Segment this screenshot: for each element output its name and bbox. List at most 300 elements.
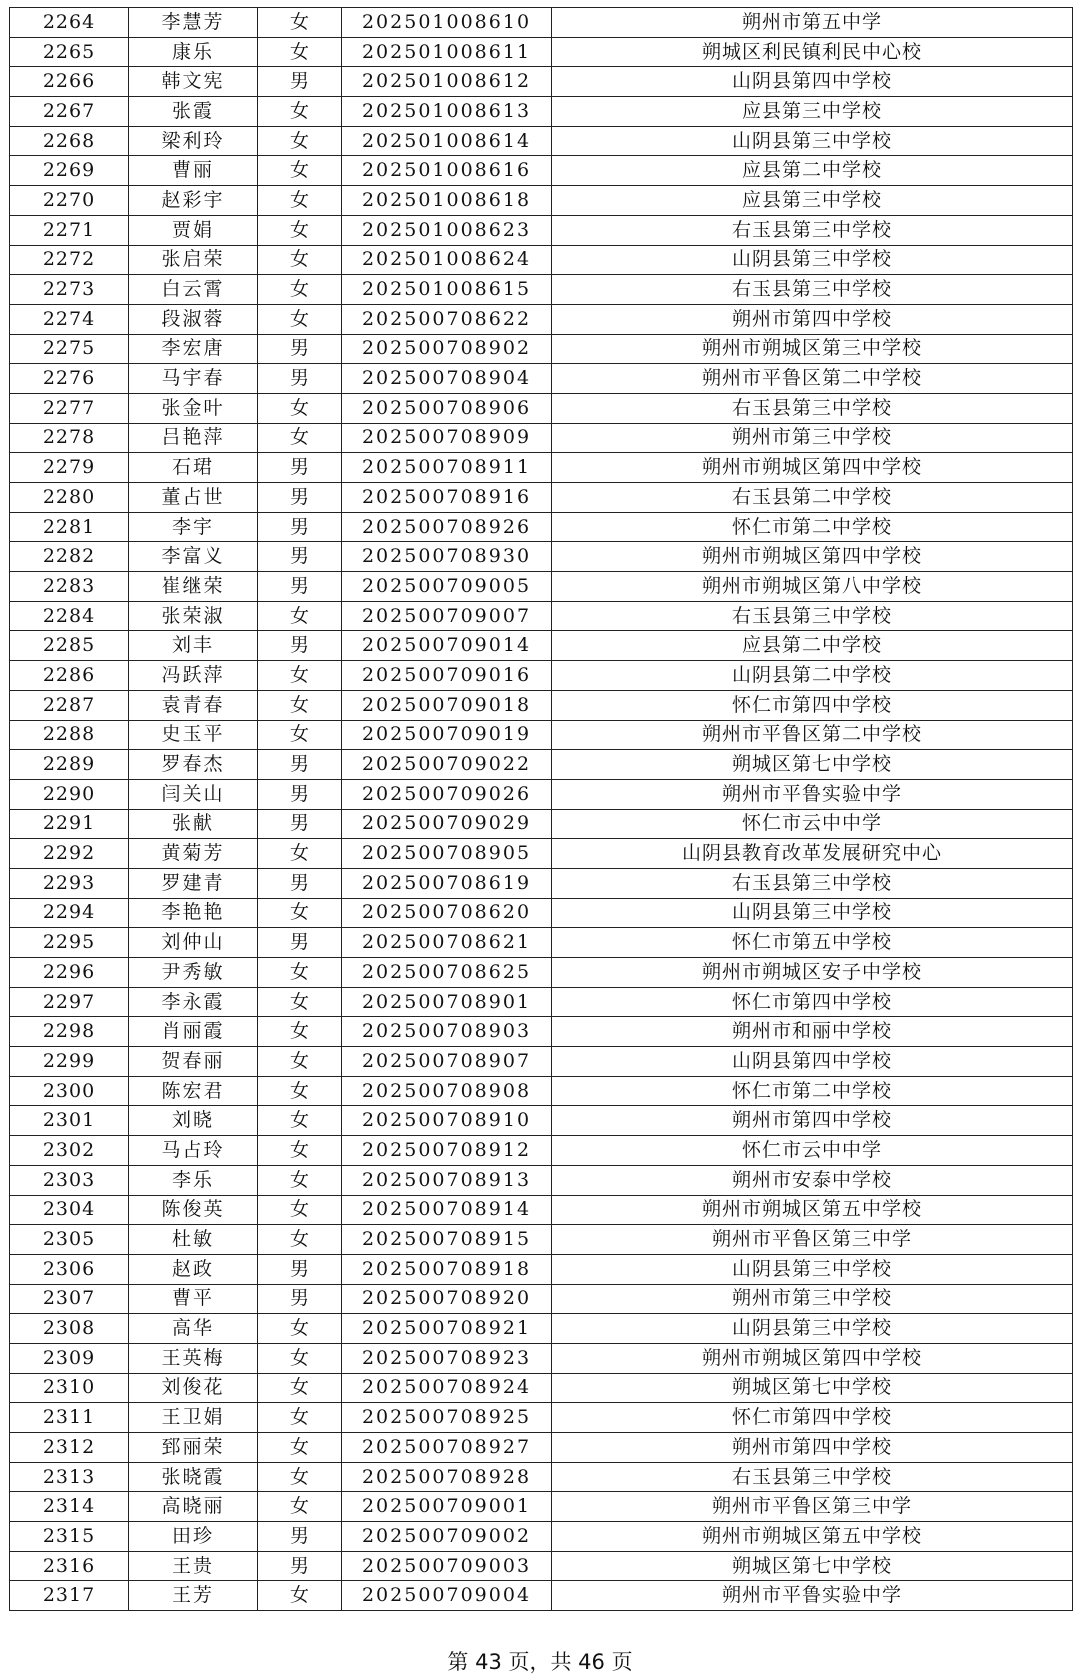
school-cell: 朔州市朔城区第五中学校	[552, 1522, 1073, 1552]
row-number-cell: 2291	[10, 809, 129, 839]
gender-cell: 女	[258, 1462, 342, 1492]
gender-cell: 女	[258, 898, 342, 928]
id-cell: 202500708927	[342, 1433, 552, 1463]
school-cell: 怀仁市第四中学校	[552, 690, 1073, 720]
gender-cell: 女	[258, 1106, 342, 1136]
name-cell: 李宇	[129, 512, 258, 542]
table-row	[10, 423, 1073, 453]
id-cell: 202500708906	[342, 393, 552, 423]
name-cell: 韩文宪	[129, 67, 258, 97]
row-number-cell: 2285	[10, 631, 129, 661]
id-cell: 202500708903	[342, 1017, 552, 1047]
school-cell: 朔州市朔城区第四中学校	[552, 1343, 1073, 1373]
table-row	[10, 958, 1073, 988]
school-cell: 应县第三中学校	[552, 186, 1073, 216]
name-cell: 张晓霞	[129, 1462, 258, 1492]
id-cell: 202501008624	[342, 245, 552, 275]
gender-cell: 男	[258, 542, 342, 572]
gender-cell: 女	[258, 661, 342, 691]
gender-cell: 女	[258, 1343, 342, 1373]
name-cell: 刘晓	[129, 1106, 258, 1136]
row-number-cell: 2299	[10, 1047, 129, 1077]
row-number-cell: 2317	[10, 1581, 129, 1611]
name-cell: 罗建青	[129, 868, 258, 898]
gender-cell: 男	[258, 928, 342, 958]
id-cell: 202500709002	[342, 1522, 552, 1552]
school-cell: 山阴县教育改革发展研究中心	[552, 839, 1073, 869]
school-cell: 朔州市朔城区第四中学校	[552, 453, 1073, 483]
table-row	[10, 750, 1073, 780]
name-cell: 闫关山	[129, 779, 258, 809]
gender-cell: 女	[258, 1492, 342, 1522]
id-cell: 202500708914	[342, 1195, 552, 1225]
table-row	[10, 393, 1073, 423]
school-cell: 怀仁市第二中学校	[552, 512, 1073, 542]
school-cell: 怀仁市云中中学	[552, 809, 1073, 839]
row-number-cell: 2274	[10, 304, 129, 334]
gender-cell: 男	[258, 512, 342, 542]
name-cell: 张金叶	[129, 393, 258, 423]
gender-cell: 女	[258, 126, 342, 156]
school-cell: 山阴县第四中学校	[552, 67, 1073, 97]
table-row	[10, 1225, 1073, 1255]
table-row	[10, 156, 1073, 186]
table-row	[10, 215, 1073, 245]
table-row	[10, 1136, 1073, 1166]
id-cell: 202500708930	[342, 542, 552, 572]
name-cell: 田珍	[129, 1522, 258, 1552]
table-row	[10, 1165, 1073, 1195]
name-cell: 刘丰	[129, 631, 258, 661]
table-row	[10, 126, 1073, 156]
school-cell: 朔州市朔城区第三中学校	[552, 334, 1073, 364]
table-row	[10, 67, 1073, 97]
gender-cell: 女	[258, 1165, 342, 1195]
table-row	[10, 1106, 1073, 1136]
row-number-cell: 2302	[10, 1136, 129, 1166]
id-cell: 202501008614	[342, 126, 552, 156]
school-cell: 朔州市第四中学校	[552, 1106, 1073, 1136]
name-cell: 马宇春	[129, 364, 258, 394]
name-cell: 陈宏君	[129, 1076, 258, 1106]
name-cell: 白云霄	[129, 275, 258, 305]
table-row	[10, 97, 1073, 127]
school-cell: 朔州市平鲁区第二中学校	[552, 720, 1073, 750]
name-cell: 张霞	[129, 97, 258, 127]
gender-cell: 男	[258, 631, 342, 661]
gender-cell: 女	[258, 1403, 342, 1433]
name-cell: 郅丽荣	[129, 1433, 258, 1463]
table-row	[10, 334, 1073, 364]
school-cell: 朔城区利民镇利民中心校	[552, 37, 1073, 67]
row-number-cell: 2276	[10, 364, 129, 394]
table-row	[10, 1373, 1073, 1403]
table-row	[10, 572, 1073, 602]
row-number-cell: 2267	[10, 97, 129, 127]
id-cell: 202501008610	[342, 8, 552, 38]
row-number-cell: 2280	[10, 483, 129, 513]
id-cell: 202500709026	[342, 779, 552, 809]
table-row	[10, 1462, 1073, 1492]
gender-cell: 男	[258, 572, 342, 602]
row-number-cell: 2273	[10, 275, 129, 305]
table-row	[10, 1403, 1073, 1433]
name-cell: 李富义	[129, 542, 258, 572]
id-cell: 202500708923	[342, 1343, 552, 1373]
name-cell: 曹丽	[129, 156, 258, 186]
gender-cell: 女	[258, 1047, 342, 1077]
row-number-cell: 2282	[10, 542, 129, 572]
table-row	[10, 809, 1073, 839]
id-cell: 202500708918	[342, 1254, 552, 1284]
gender-cell: 女	[258, 601, 342, 631]
name-cell: 史玉平	[129, 720, 258, 750]
name-cell: 陈俊英	[129, 1195, 258, 1225]
name-cell: 罗春杰	[129, 750, 258, 780]
gender-cell: 男	[258, 334, 342, 364]
name-cell: 杜敏	[129, 1225, 258, 1255]
row-number-cell: 2314	[10, 1492, 129, 1522]
school-cell: 朔州市第五中学	[552, 8, 1073, 38]
id-cell: 202500709004	[342, 1581, 552, 1611]
row-number-cell: 2298	[10, 1017, 129, 1047]
gender-cell: 女	[258, 186, 342, 216]
gender-cell: 女	[258, 690, 342, 720]
row-number-cell: 2290	[10, 779, 129, 809]
table-row	[10, 1047, 1073, 1077]
name-cell: 石珺	[129, 453, 258, 483]
school-cell: 朔州市第四中学校	[552, 304, 1073, 334]
id-cell: 202501008611	[342, 37, 552, 67]
table-row	[10, 245, 1073, 275]
name-cell: 王贵	[129, 1551, 258, 1581]
table-row	[10, 1551, 1073, 1581]
school-cell: 朔州市平鲁实验中学	[552, 779, 1073, 809]
row-number-cell: 2313	[10, 1462, 129, 1492]
row-number-cell: 2265	[10, 37, 129, 67]
id-cell: 202500708926	[342, 512, 552, 542]
name-cell: 梁利玲	[129, 126, 258, 156]
row-number-cell: 2304	[10, 1195, 129, 1225]
name-cell: 董占世	[129, 483, 258, 513]
row-number-cell: 2315	[10, 1522, 129, 1552]
row-number-cell: 2297	[10, 987, 129, 1017]
id-cell: 202500708928	[342, 1462, 552, 1492]
gender-cell: 男	[258, 809, 342, 839]
gender-cell: 女	[258, 393, 342, 423]
gender-cell: 女	[258, 1581, 342, 1611]
name-cell: 崔继荣	[129, 572, 258, 602]
school-cell: 朔州市平鲁实验中学	[552, 1581, 1073, 1611]
school-cell: 朔州市和丽中学校	[552, 1017, 1073, 1047]
gender-cell: 男	[258, 779, 342, 809]
id-cell: 202501008618	[342, 186, 552, 216]
school-cell: 朔州市平鲁区第三中学	[552, 1492, 1073, 1522]
name-cell: 李艳艳	[129, 898, 258, 928]
table-row	[10, 483, 1073, 513]
id-cell: 202500709018	[342, 690, 552, 720]
table-row	[10, 868, 1073, 898]
table-row	[10, 186, 1073, 216]
name-cell: 肖丽霞	[129, 1017, 258, 1047]
row-number-cell: 2269	[10, 156, 129, 186]
name-cell: 王卫娟	[129, 1403, 258, 1433]
table-row	[10, 661, 1073, 691]
row-number-cell: 2272	[10, 245, 129, 275]
row-number-cell: 2292	[10, 839, 129, 869]
id-cell: 202500709016	[342, 661, 552, 691]
gender-cell: 男	[258, 483, 342, 513]
name-cell: 王英梅	[129, 1343, 258, 1373]
gender-cell: 男	[258, 67, 342, 97]
row-number-cell: 2295	[10, 928, 129, 958]
table-row	[10, 304, 1073, 334]
school-cell: 右玉县第二中学校	[552, 483, 1073, 513]
gender-cell: 男	[258, 364, 342, 394]
table-row	[10, 720, 1073, 750]
id-cell: 202500709014	[342, 631, 552, 661]
id-cell: 202500708910	[342, 1106, 552, 1136]
id-cell: 202500708925	[342, 1403, 552, 1433]
school-cell: 怀仁市第四中学校	[552, 987, 1073, 1017]
name-cell: 袁青春	[129, 690, 258, 720]
id-cell: 202500708620	[342, 898, 552, 928]
school-cell: 朔州市安泰中学校	[552, 1165, 1073, 1195]
id-cell: 202500708901	[342, 987, 552, 1017]
name-cell: 张启荣	[129, 245, 258, 275]
id-cell: 202501008613	[342, 97, 552, 127]
gender-cell: 女	[258, 156, 342, 186]
name-cell: 李宏唐	[129, 334, 258, 364]
school-cell: 怀仁市第五中学校	[552, 928, 1073, 958]
gender-cell: 女	[258, 215, 342, 245]
table-row	[10, 631, 1073, 661]
school-cell: 右玉县第三中学校	[552, 1462, 1073, 1492]
id-cell: 202500709001	[342, 1492, 552, 1522]
table-row	[10, 928, 1073, 958]
school-cell: 朔州市朔城区第八中学校	[552, 572, 1073, 602]
row-number-cell: 2289	[10, 750, 129, 780]
row-number-cell: 2316	[10, 1551, 129, 1581]
school-cell: 应县第二中学校	[552, 631, 1073, 661]
school-cell: 应县第二中学校	[552, 156, 1073, 186]
table-row	[10, 987, 1073, 1017]
table-row	[10, 1522, 1073, 1552]
school-cell: 右玉县第三中学校	[552, 868, 1073, 898]
gender-cell: 女	[258, 304, 342, 334]
gender-cell: 女	[258, 1373, 342, 1403]
gender-cell: 男	[258, 750, 342, 780]
id-cell: 202501008616	[342, 156, 552, 186]
table-row	[10, 37, 1073, 67]
gender-cell: 女	[258, 275, 342, 305]
table-row	[10, 839, 1073, 869]
id-cell: 202500708619	[342, 868, 552, 898]
gender-cell: 女	[258, 1225, 342, 1255]
gender-cell: 男	[258, 1551, 342, 1581]
roster-table	[9, 7, 1073, 1611]
school-cell: 朔城区第七中学校	[552, 1551, 1073, 1581]
name-cell: 贺春丽	[129, 1047, 258, 1077]
table-row	[10, 898, 1073, 928]
gender-cell: 男	[258, 453, 342, 483]
gender-cell: 女	[258, 423, 342, 453]
row-number-cell: 2305	[10, 1225, 129, 1255]
gender-cell: 女	[258, 1195, 342, 1225]
gender-cell: 男	[258, 1284, 342, 1314]
gender-cell: 女	[258, 839, 342, 869]
id-cell: 202500709005	[342, 572, 552, 602]
id-cell: 202500708911	[342, 453, 552, 483]
table-row	[10, 779, 1073, 809]
gender-cell: 女	[258, 958, 342, 988]
id-cell: 202500708622	[342, 304, 552, 334]
row-number-cell: 2271	[10, 215, 129, 245]
gender-cell: 女	[258, 97, 342, 127]
name-cell: 张荣淑	[129, 601, 258, 631]
name-cell: 赵彩宇	[129, 186, 258, 216]
school-cell: 朔州市第四中学校	[552, 1433, 1073, 1463]
row-number-cell: 2275	[10, 334, 129, 364]
school-cell: 右玉县第三中学校	[552, 601, 1073, 631]
table-row	[10, 512, 1073, 542]
table-row	[10, 1195, 1073, 1225]
id-cell: 202500709007	[342, 601, 552, 631]
id-cell: 202500709022	[342, 750, 552, 780]
id-cell: 202500708905	[342, 839, 552, 869]
school-cell: 山阴县第三中学校	[552, 126, 1073, 156]
id-cell: 202500708920	[342, 1284, 552, 1314]
row-number-cell: 2270	[10, 186, 129, 216]
row-number-cell: 2268	[10, 126, 129, 156]
row-number-cell: 2310	[10, 1373, 129, 1403]
id-cell: 202500708904	[342, 364, 552, 394]
table-row	[10, 8, 1073, 38]
id-cell: 202500708913	[342, 1165, 552, 1195]
row-number-cell: 2284	[10, 601, 129, 631]
table-row	[10, 275, 1073, 305]
row-number-cell: 2279	[10, 453, 129, 483]
gender-cell: 女	[258, 1136, 342, 1166]
school-cell: 怀仁市第二中学校	[552, 1076, 1073, 1106]
gender-cell: 女	[258, 987, 342, 1017]
id-cell: 202500708908	[342, 1076, 552, 1106]
school-cell: 朔城区第七中学校	[552, 1373, 1073, 1403]
gender-cell: 女	[258, 8, 342, 38]
id-cell: 202500708902	[342, 334, 552, 364]
id-cell: 202500708915	[342, 1225, 552, 1255]
row-number-cell: 2301	[10, 1106, 129, 1136]
table-row	[10, 1284, 1073, 1314]
school-cell: 右玉县第三中学校	[552, 215, 1073, 245]
id-cell: 202500708907	[342, 1047, 552, 1077]
gender-cell: 男	[258, 1254, 342, 1284]
row-number-cell: 2306	[10, 1254, 129, 1284]
name-cell: 马占玲	[129, 1136, 258, 1166]
row-number-cell: 2308	[10, 1314, 129, 1344]
school-cell: 朔州市第三中学校	[552, 1284, 1073, 1314]
id-cell: 202500708916	[342, 483, 552, 513]
table-row	[10, 601, 1073, 631]
name-cell: 李乐	[129, 1165, 258, 1195]
name-cell: 贾娟	[129, 215, 258, 245]
school-cell: 山阴县第三中学校	[552, 1254, 1073, 1284]
gender-cell: 女	[258, 1017, 342, 1047]
gender-cell: 女	[258, 1314, 342, 1344]
row-number-cell: 2300	[10, 1076, 129, 1106]
name-cell: 高华	[129, 1314, 258, 1344]
id-cell: 202500708924	[342, 1373, 552, 1403]
row-number-cell: 2288	[10, 720, 129, 750]
gender-cell: 女	[258, 245, 342, 275]
table-row	[10, 1254, 1073, 1284]
row-number-cell: 2287	[10, 690, 129, 720]
id-cell: 202501008623	[342, 215, 552, 245]
school-cell: 朔州市朔城区第四中学校	[552, 542, 1073, 572]
row-number-cell: 2277	[10, 393, 129, 423]
id-cell: 202500708921	[342, 1314, 552, 1344]
name-cell: 李慧芳	[129, 8, 258, 38]
school-cell: 山阴县第二中学校	[552, 661, 1073, 691]
name-cell: 张献	[129, 809, 258, 839]
table-row	[10, 1433, 1073, 1463]
roster-table-body	[10, 8, 1073, 1611]
school-cell: 朔城区第七中学校	[552, 750, 1073, 780]
gender-cell: 女	[258, 1076, 342, 1106]
row-number-cell: 2312	[10, 1433, 129, 1463]
name-cell: 赵政	[129, 1254, 258, 1284]
table-row	[10, 1492, 1073, 1522]
row-number-cell: 2294	[10, 898, 129, 928]
school-cell: 应县第三中学校	[552, 97, 1073, 127]
school-cell: 朔州市平鲁区第三中学	[552, 1225, 1073, 1255]
name-cell: 段淑蓉	[129, 304, 258, 334]
row-number-cell: 2311	[10, 1403, 129, 1433]
table-row	[10, 1076, 1073, 1106]
gender-cell: 女	[258, 37, 342, 67]
school-cell: 山阴县第三中学校	[552, 1314, 1073, 1344]
name-cell: 黄菊芳	[129, 839, 258, 869]
id-cell: 202500708621	[342, 928, 552, 958]
id-cell: 202500709019	[342, 720, 552, 750]
id-cell: 202500709029	[342, 809, 552, 839]
name-cell: 尹秀敏	[129, 958, 258, 988]
school-cell: 朔州市第三中学校	[552, 423, 1073, 453]
table-row	[10, 542, 1073, 572]
school-cell: 右玉县第三中学校	[552, 275, 1073, 305]
school-cell: 朔州市平鲁区第二中学校	[552, 364, 1073, 394]
id-cell: 202501008615	[342, 275, 552, 305]
id-cell: 202500708912	[342, 1136, 552, 1166]
school-cell: 山阴县第三中学校	[552, 245, 1073, 275]
row-number-cell: 2283	[10, 572, 129, 602]
row-number-cell: 2278	[10, 423, 129, 453]
name-cell: 曹平	[129, 1284, 258, 1314]
table-row	[10, 1343, 1073, 1373]
name-cell: 高晓丽	[129, 1492, 258, 1522]
name-cell: 冯跃萍	[129, 661, 258, 691]
school-cell: 怀仁市第四中学校	[552, 1403, 1073, 1433]
school-cell: 山阴县第三中学校	[552, 898, 1073, 928]
name-cell: 吕艳萍	[129, 423, 258, 453]
school-cell: 朔州市朔城区安子中学校	[552, 958, 1073, 988]
gender-cell: 男	[258, 1522, 342, 1552]
id-cell: 202500708625	[342, 958, 552, 988]
school-cell: 山阴县第四中学校	[552, 1047, 1073, 1077]
row-number-cell: 2281	[10, 512, 129, 542]
school-cell: 怀仁市云中中学	[552, 1136, 1073, 1166]
row-number-cell: 2266	[10, 67, 129, 97]
